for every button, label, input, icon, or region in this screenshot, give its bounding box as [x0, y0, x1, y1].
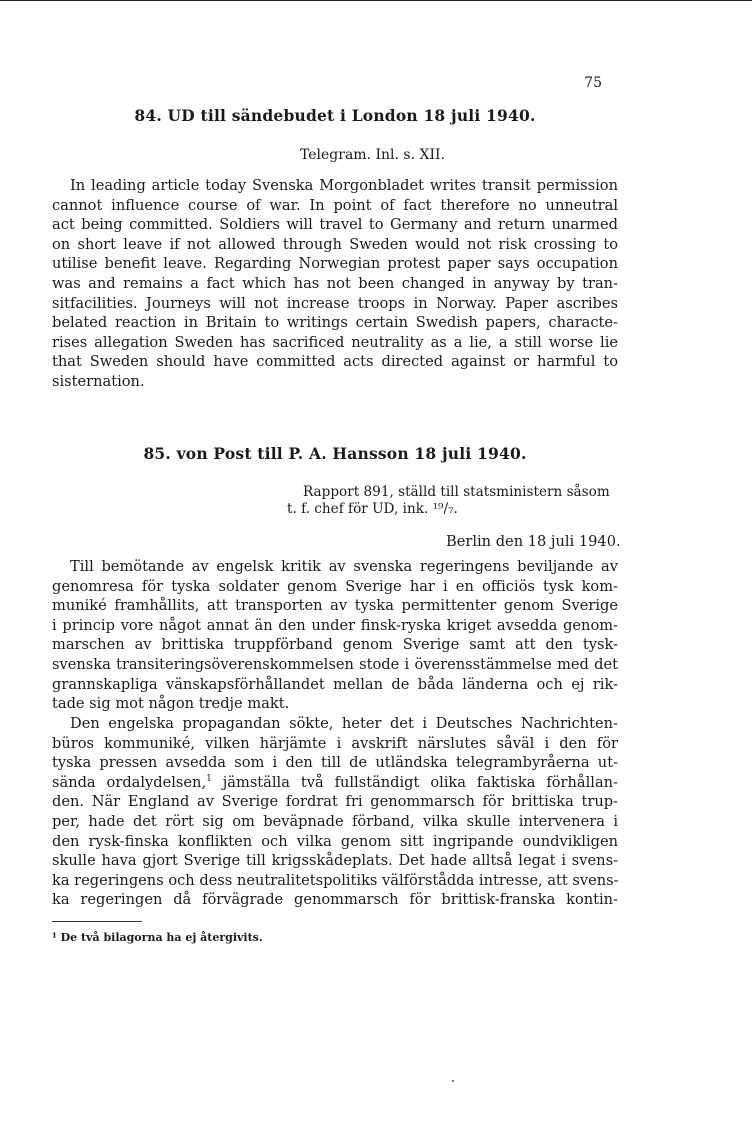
text-segment: sända ordalydelsen,	[52, 773, 207, 791]
text-line: grannskapliga vänskapsförhållandet mellan de båda länderna och ej rik-	[52, 675, 618, 693]
document-85-paragraph-1	[52, 557, 618, 714]
text-line: act being committed. Soldiers will travel to Germany and return unarmed	[52, 216, 618, 234]
document-85-paragraph-2	[52, 714, 618, 910]
dateline: Berlin den 18 juli 1940.	[446, 533, 621, 550]
page-top-border	[0, 0, 752, 1]
footnote: ¹ De två bilagorna ha ej återgivits.	[52, 931, 263, 944]
document-84-title: 84. UD till sändebudet i London 18 juli 1940.	[134, 106, 536, 125]
text-line: In leading article today Svenska Morgonbladet writes transit permission	[70, 177, 618, 194]
report-meta-line: Rapport 891, ställd till statsministern såsom	[303, 484, 610, 500]
text-line: tade sig mot någon tredje makt.	[52, 695, 290, 713]
text-line: i princip vore något annat än den under finsk-ryska kriget avsedda genom-	[52, 616, 618, 634]
text-line-with-footnote	[52, 773, 618, 793]
page-number: 75	[584, 75, 602, 91]
text-line: cannot influence course of war. In point of fact therefore no unneutral	[52, 196, 618, 214]
text-line: sisternation.	[52, 372, 145, 390]
footnote-divider	[52, 921, 142, 922]
text-line: marschen av brittiska truppförband genom Sverige samt att den tysk-	[52, 636, 618, 654]
text-line: büros kommuniké, vilken härjämte i avskrift närslutes såväl i den för	[52, 734, 618, 752]
text-segment: jämställa två fullständigt olika faktiska förhållan-	[211, 773, 618, 791]
text-line: svenska transiteringsöverenskommelsen stode i överensstämmelse med det	[52, 655, 618, 673]
text-line: utilise benefit leave. Regarding Norwegian protest paper says occupation	[52, 255, 618, 273]
text-line: genomresa för tyska soldater genom Sverige har i en officiös tysk kom-	[52, 577, 618, 595]
text-line: was and remains a fact which has not been changed in anyway by tran-	[52, 274, 618, 292]
footnote-reference: 1	[206, 773, 212, 784]
text-line: on short leave if not allowed through Sweden would not risk crossing to	[52, 235, 618, 253]
text-line: rises allegation Sweden has sacrificed neutrality as a lie, a still worse lie	[52, 333, 618, 351]
report-metadata	[287, 484, 610, 518]
text-line: belated reaction in Britain to writings certain Swedish papers, characte-	[52, 314, 618, 332]
text-line: Den engelska propagandan sökte, heter det i Deutsches Nachrichten-	[70, 715, 618, 732]
text-line: tyska pressen avsedda som i den till de utländska telegrambyråerna ut-	[52, 754, 618, 772]
document-84-subtitle: Telegram. Inl. s. XII.	[300, 147, 445, 163]
report-meta-line: t. f. chef för UD, ink. ¹⁹/₇.	[287, 501, 458, 517]
text-line: ka regeringens och dess neutralitetspolitiks välförstådda intresse, att svens-	[52, 871, 619, 889]
text-line: den rysk-finska konflikten och vilka genom sitt ingripande oundvikligen	[52, 832, 618, 850]
document-84-body	[52, 176, 618, 392]
scan-speck	[452, 1080, 454, 1082]
text-line: Till bemötande av engelsk kritik av svenska regeringens beviljande av	[70, 558, 618, 575]
text-line: sitfacilities. Journeys will not increase troops in Norway. Paper ascribes	[52, 294, 618, 312]
document-85-title: 85. von Post till P. A. Hansson 18 juli 1940.	[143, 444, 527, 463]
text-line: that Sweden should have committed acts directed against or harmful to	[52, 353, 618, 371]
text-line: ka regeringen då förvägrade genommarsch för brittisk-franska kontin-	[52, 891, 618, 909]
text-line: muniké framhållits, att transporten av tyska permittenter genom Sverige	[52, 597, 618, 615]
text-line: den. När England av Sverige fordrat fri genommarsch för brittiska trup-	[52, 793, 618, 811]
text-line: per, hade det rört sig om beväpnade förband, vilka skulle intervenera i	[52, 812, 618, 830]
text-line: skulle hava gjort Sverige till krigsskådeplats. Det hade alltså legat i svens-	[52, 852, 618, 870]
